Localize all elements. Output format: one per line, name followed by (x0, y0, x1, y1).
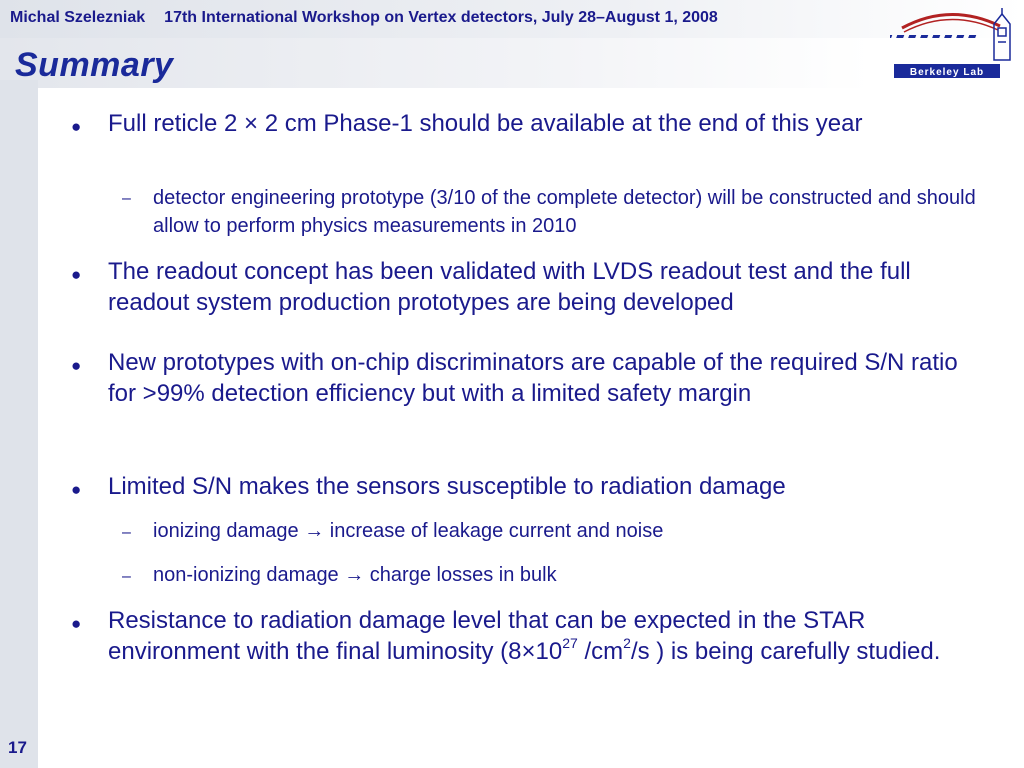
dash-icon: – (122, 524, 131, 541)
bullet-icon: ● (71, 614, 82, 633)
superscript: 27 (562, 635, 578, 651)
header-text (10, 9, 718, 27)
left-band (0, 80, 38, 768)
berkeley-lab-logo (890, 0, 1024, 84)
list-subitem: non-ionizing damage → charge losses in bulk (153, 564, 557, 586)
list-item-text: Resistance to radiation damage level that can be expected in the STAR environment with the final luminosity (8×10 (108, 607, 866, 665)
list-item-text: /cm (577, 638, 624, 665)
list-item-text: /s ) is being carefully studied. (630, 638, 941, 665)
list-item (108, 605, 988, 667)
list-item: New prototypes with on-chip discriminators are capable of the required S/N ratio for >99% detection efficiency but with a limited safety margin (108, 349, 958, 407)
slide-number: 17 (8, 738, 27, 757)
bullet-icon: ● (71, 480, 82, 499)
list-subitem: ionizing damage → increase of leakage current and noise (153, 520, 664, 542)
bullet-icon: ● (71, 356, 82, 375)
bullet-icon: ● (71, 117, 82, 136)
bullet-icon: ● (71, 265, 82, 284)
dash-icon: – (122, 568, 131, 585)
event-name: 17th International Workshop on Vertex detectors, July 28–August 1, 2008 (164, 9, 718, 26)
list-item: The readout concept has been validated with LVDS readout test and the full readout system production prototypes are being developed (108, 258, 911, 316)
superscript: 2 (623, 635, 631, 651)
logo-text: Berkeley Lab (909, 67, 985, 78)
list-subitem: detector engineering prototype (3/10 of the complete detector) will be constructed and should allow to perform physics measurements in 2010 (153, 187, 976, 237)
list-item: Limited S/N makes the sensors susceptible to radiation damage (108, 473, 786, 500)
dash-icon: – (122, 190, 131, 207)
list-item: Full reticle 2 × 2 cm Phase-1 should be available at the end of this year (108, 110, 863, 137)
header-bar (0, 0, 1024, 38)
author-name: Michal Szelezniak (10, 9, 146, 26)
slide-title: Summary (15, 46, 174, 84)
